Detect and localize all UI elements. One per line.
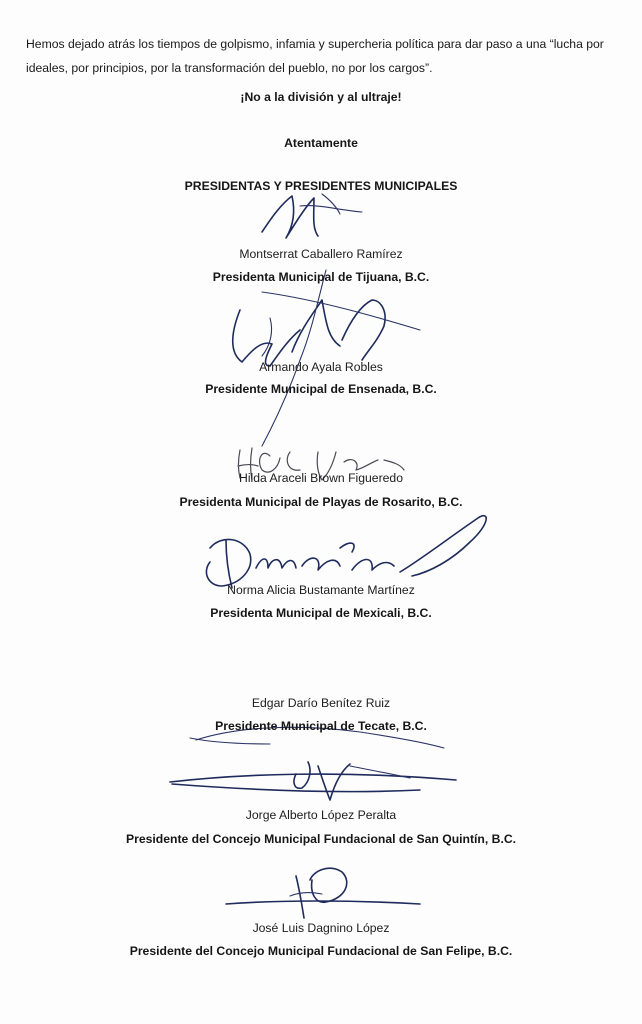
signature-norma [206,516,486,588]
signatory-title: Presidenta Municipal de Playas de Rosarito, B.C. [179,495,463,509]
signatory-name: Edgar Darío Benítez Ruiz [251,696,391,710]
signatory-title: Presidente Municipal de Ensenada, B.C. [205,382,437,396]
signature-montserrat [262,194,362,238]
signatory-title: Presidenta Municipal de Tijuana, B.C. [212,270,430,284]
signature-jose-luis [226,868,420,918]
signatory-title: Presidenta Municipal de Mexicali, B.C. [210,606,432,620]
signature-armando [233,270,420,446]
signatory-name: Jorge Alberto López Peralta [245,808,397,822]
signatories-heading: PRESIDENTAS Y PRESIDENTES MUNICIPALES [184,179,458,193]
slogan: ¡No a la división y al ultraje! [240,90,402,104]
signature-jorge [170,762,456,800]
signatory-name: Hilda Araceli Brown Figueredo [239,471,403,485]
signatory-name: Armando Ayala Robles [259,360,383,374]
signatory-name: José Luis Dagnino López [252,921,390,935]
signatory-title: Presidente del Concejo Municipal Fundacional de San Felipe, B.C. [129,944,513,958]
closing-salutation: Atentamente [284,136,358,150]
signatory-title: Presidente del Concejo Municipal Fundacional de San Quintín, B.C. [125,832,517,846]
signatory-name: Montserrat Caballero Ramírez [239,247,403,261]
closing-paragraph: Hemos dejado atrás los tiempos de golpismo, infamia y supercheria política para dar paso a una “lucha por ideales, por principios, por la transformación del pueblo, no por los cargos”. [26,37,604,76]
signatory-title: Presidente Municipal de Tecate, B.C. [215,719,427,733]
signatory-name: Norma Alicia Bustamante Martínez [227,583,415,597]
